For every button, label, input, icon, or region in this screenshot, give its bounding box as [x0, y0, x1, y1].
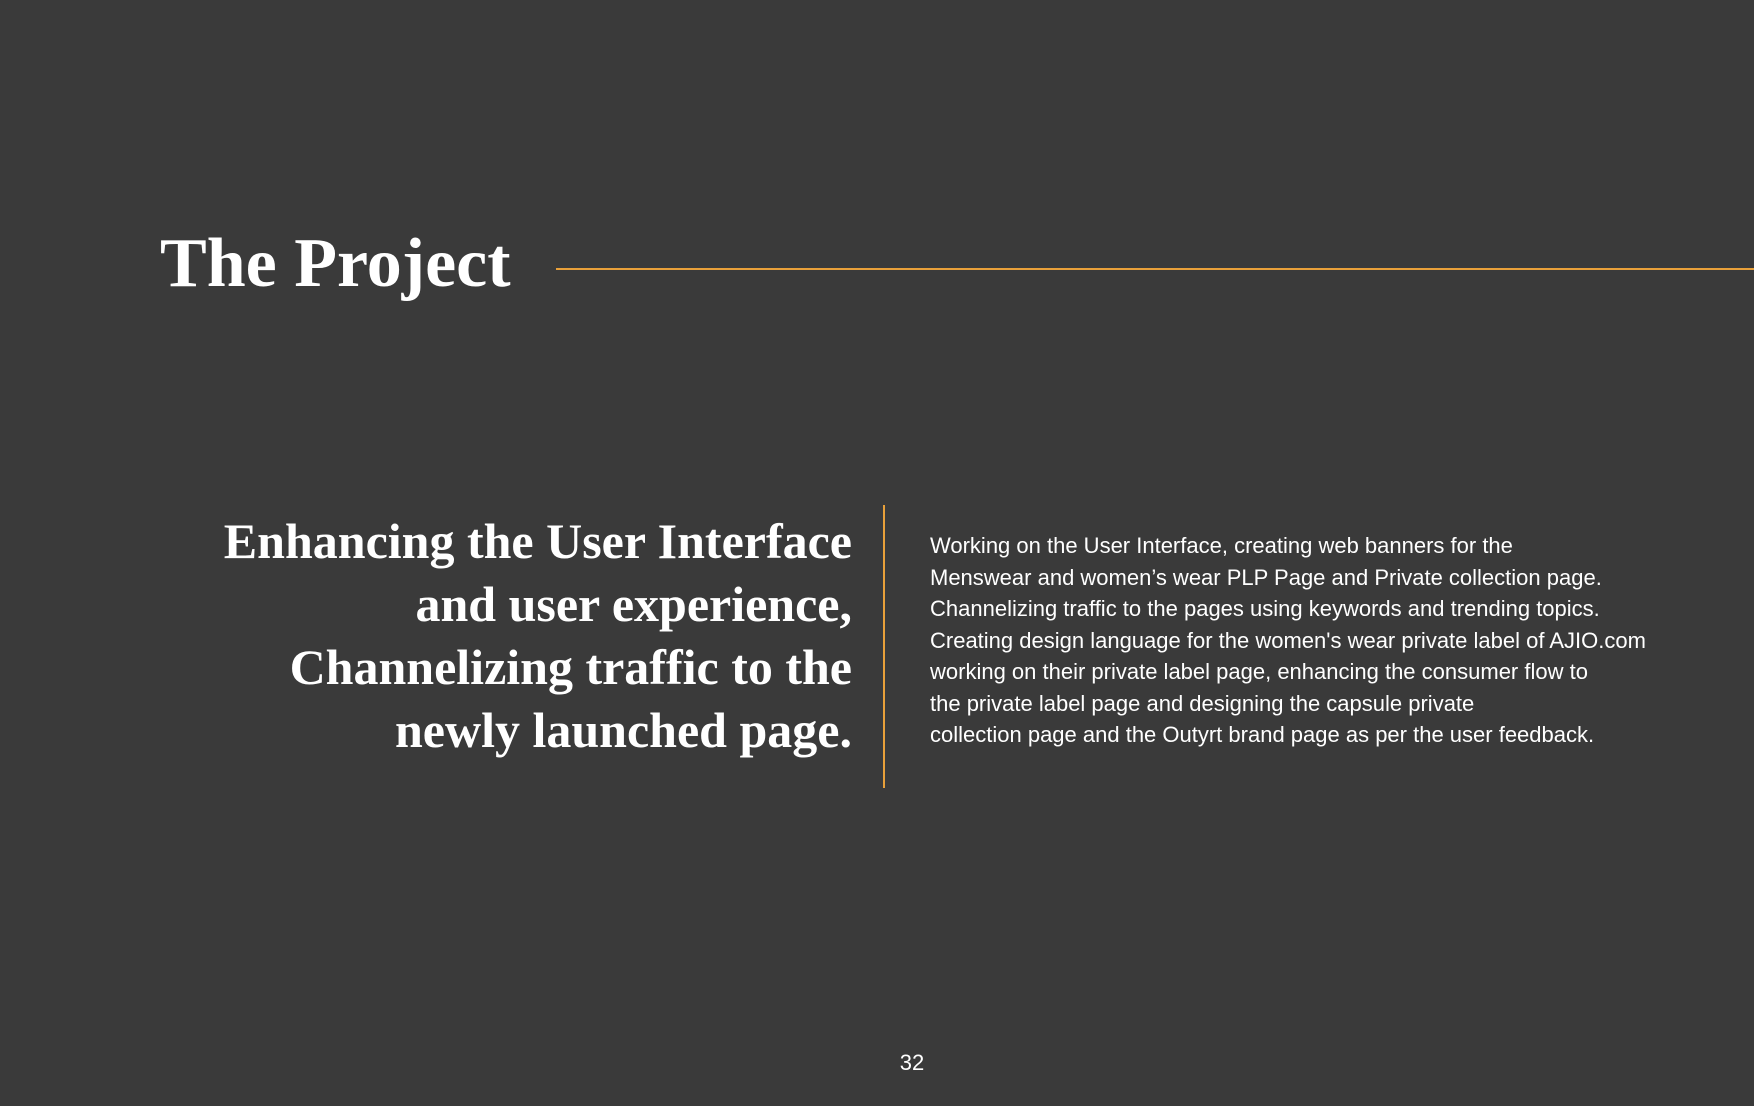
body-line: the private label page and designing the capsule private [930, 690, 1475, 716]
body-line: working on their private label page, enhancing the consumer flow to [930, 659, 1588, 684]
body-line: Menswear and women’s wear PLP Page and Private collection page. [930, 564, 1602, 590]
body-line: Creating design language for the women's wear private label of AJIO.com [930, 627, 1646, 653]
vertical-divider [883, 505, 885, 788]
page-title: The Project [160, 225, 511, 302]
title-divider-line [556, 268, 1754, 270]
body-line: collection page and the Outyrt brand page as per the user feedback. [930, 722, 1595, 747]
headline [100, 510, 852, 762]
body-line: Working on the User Interface, creating web banners for the [930, 533, 1513, 558]
headline-line: newly launched page. [394, 702, 852, 758]
headline-line: Enhancing the User Interface [223, 513, 852, 569]
body-line: Channelizing traffic to the pages using keywords and trending topics. [930, 596, 1600, 621]
headline-line: Channelizing traffic to the [289, 639, 852, 695]
body-paragraph [930, 530, 1730, 751]
page-number: 32 [899, 1050, 925, 1075]
headline-line: and user experience, [415, 576, 852, 632]
